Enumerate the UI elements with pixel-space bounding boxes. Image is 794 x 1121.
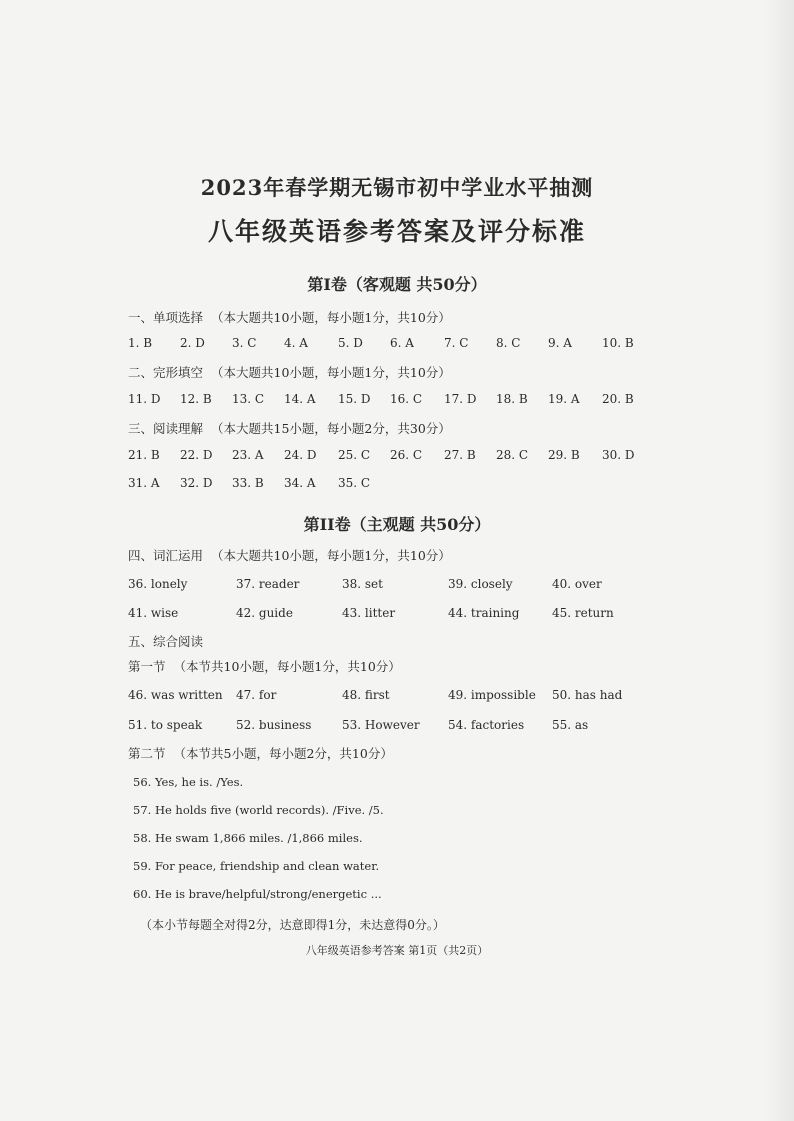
answer-10: 10. B bbox=[602, 336, 634, 350]
answer-7: 7. C bbox=[444, 336, 469, 350]
section-vocabulary bbox=[128, 546, 451, 564]
section-label: 二、完形填空 bbox=[128, 365, 204, 380]
answer-36: 36. lonely bbox=[128, 577, 188, 591]
section-note: （本大题共15小题，每小题2分，共30分） bbox=[211, 421, 451, 436]
scoring-note: （本小节每题全对得2分，达意即得1分，未达意得0分。） bbox=[140, 918, 445, 932]
section-comprehensive-reading bbox=[128, 632, 203, 650]
section-note: （本大题共10小题，每小题1分，共10分） bbox=[211, 548, 451, 563]
answer-4: 4. A bbox=[284, 336, 308, 350]
answer-49: 49. impossible bbox=[448, 688, 536, 702]
answer-37: 37. reader bbox=[236, 577, 300, 591]
answer-45: 45. return bbox=[552, 606, 614, 620]
answer-25: 25. C bbox=[338, 448, 371, 462]
answer-55: 55. as bbox=[552, 718, 589, 732]
answer-6: 6. A bbox=[390, 336, 414, 350]
part1-heading: 第I卷（客观题 共50分） bbox=[307, 275, 487, 294]
section-cloze bbox=[128, 363, 451, 381]
answer-2: 2. D bbox=[180, 336, 205, 350]
answer-27: 27. B bbox=[444, 448, 476, 462]
section-label: 第二节 bbox=[128, 746, 166, 761]
answer-52: 52. business bbox=[236, 718, 312, 732]
answer-28: 28. C bbox=[496, 448, 529, 462]
answer-row bbox=[0, 606, 794, 626]
answer-row bbox=[0, 336, 794, 356]
answer-51: 51. to speak bbox=[128, 718, 203, 732]
answer-23: 23. A bbox=[232, 448, 264, 462]
answer-33: 33. B bbox=[232, 476, 264, 490]
answer-20: 20. B bbox=[602, 392, 634, 406]
part2-heading: 第II卷（主观题 共50分） bbox=[303, 515, 491, 534]
answer-9: 9. A bbox=[548, 336, 572, 350]
section-label: 五、综合阅读 bbox=[128, 634, 204, 649]
answer-11: 11. D bbox=[128, 392, 161, 406]
answer-60: 60. He is brave/helpful/strong/energetic ... bbox=[133, 887, 382, 901]
section-note: （本大题共10小题，每小题1分，共10分） bbox=[211, 365, 451, 380]
answer-16: 16. C bbox=[390, 392, 423, 406]
answer-29: 29. B bbox=[548, 448, 580, 462]
answer-41: 41. wise bbox=[128, 606, 179, 620]
answer-42: 42. guide bbox=[236, 606, 293, 620]
answer-row bbox=[0, 688, 794, 708]
answer-row bbox=[0, 448, 794, 468]
answer-32: 32. D bbox=[180, 476, 213, 490]
answer-39: 39. closely bbox=[448, 577, 513, 591]
answer-21: 21. B bbox=[128, 448, 160, 462]
answer-18: 18. B bbox=[496, 392, 528, 406]
answer-17: 17. D bbox=[444, 392, 477, 406]
answer-40: 40. over bbox=[552, 577, 602, 591]
answer-24: 24. D bbox=[284, 448, 317, 462]
answer-58: 58. He swam 1,866 miles. /1,866 miles. bbox=[133, 831, 363, 845]
answer-row bbox=[0, 718, 794, 738]
section-reading bbox=[128, 419, 451, 437]
page-footer: 八年级英语参考答案 第1页（共2页） bbox=[305, 944, 489, 957]
answer-34: 34. A bbox=[284, 476, 316, 490]
answer-3: 3. C bbox=[232, 336, 257, 350]
section-single-choice bbox=[128, 308, 451, 326]
section-note: （本节共5小题，每小题2分，共10分） bbox=[173, 746, 393, 761]
answer-59: 59. For peace, friendship and clean water. bbox=[133, 859, 380, 873]
answer-44: 44. training bbox=[448, 606, 520, 620]
answer-31: 31. A bbox=[128, 476, 160, 490]
exam-title: 2023年春学期无锡市初中学业水平抽测 bbox=[200, 175, 594, 200]
answer-38: 38. set bbox=[342, 577, 383, 591]
answer-47: 47. for bbox=[236, 688, 277, 702]
answer-35: 35. C bbox=[338, 476, 371, 490]
section-note: （本大题共10小题，每小题1分，共10分） bbox=[211, 310, 451, 325]
answer-54: 54. factories bbox=[448, 718, 525, 732]
scan-shadow bbox=[764, 0, 794, 1121]
section-note: （本节共10小题，每小题1分，共10分） bbox=[173, 659, 401, 674]
answer-1: 1. B bbox=[128, 336, 153, 350]
answer-14: 14. A bbox=[284, 392, 316, 406]
answer-43: 43. litter bbox=[342, 606, 396, 620]
answer-46: 46. was written bbox=[128, 688, 223, 702]
answer-50: 50. has had bbox=[552, 688, 623, 702]
answer-57: 57. He holds five (world records). /Five. /5. bbox=[133, 803, 384, 817]
answer-22: 22. D bbox=[180, 448, 213, 462]
subsection-2 bbox=[128, 744, 393, 762]
answer-5: 5. D bbox=[338, 336, 363, 350]
section-label: 四、词汇运用 bbox=[128, 548, 204, 563]
answer-30: 30. D bbox=[602, 448, 635, 462]
answer-56: 56. Yes, he is. /Yes. bbox=[133, 775, 244, 789]
answer-15: 15. D bbox=[338, 392, 371, 406]
section-label: 第一节 bbox=[128, 659, 166, 674]
answer-8: 8. C bbox=[496, 336, 521, 350]
answer-13: 13. C bbox=[232, 392, 265, 406]
answer-48: 48. first bbox=[342, 688, 390, 702]
section-label: 一、单项选择 bbox=[128, 310, 204, 325]
answer-19: 19. A bbox=[548, 392, 580, 406]
answer-53: 53. However bbox=[342, 718, 420, 732]
answer-row bbox=[0, 392, 794, 412]
answer-12: 12. B bbox=[180, 392, 212, 406]
answer-26: 26. C bbox=[390, 448, 423, 462]
subsection-1 bbox=[128, 657, 401, 675]
answer-row bbox=[0, 577, 794, 597]
answer-row bbox=[0, 476, 794, 496]
document-title: 八年级英语参考答案及评分标准 bbox=[207, 217, 586, 246]
section-label: 三、阅读理解 bbox=[128, 421, 204, 436]
